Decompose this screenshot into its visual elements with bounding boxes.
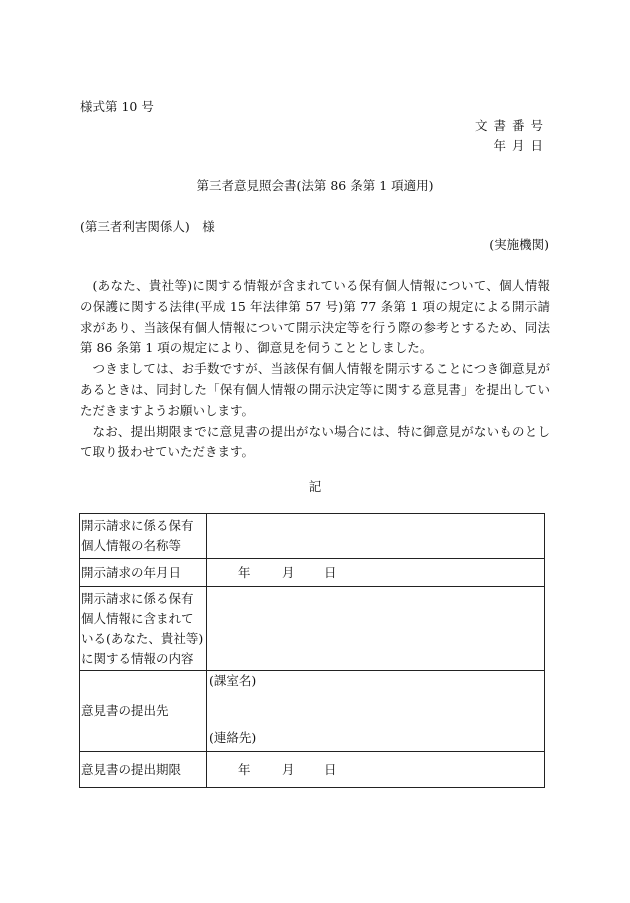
department-label: (課室名): [209, 673, 257, 688]
row-deadline-value: [207, 752, 545, 788]
request-year: 年: [238, 564, 251, 580]
body-paragraph-1: (あなた、貴社等)に関する情報が含まれている保有個人情報について、個人情報の保護に関する法律(平成 15 年法律第 57 号)第 77 条第 1 項の規定による開示請求があり、当該保有個人情報について開示決定等を行う際の参考とするため、同法第 86 条第 1 項の規定により、御意見を伺うこととしました。: [80, 278, 550, 356]
request-month: 月: [282, 564, 295, 580]
issuer: (実施機関): [489, 237, 549, 252]
row-deadline-label: 意見書の提出期限: [80, 752, 207, 788]
request-day: 日: [324, 564, 337, 580]
row-name-value: [207, 514, 545, 559]
row-date-value: [207, 559, 545, 587]
body-paragraph-2: つきましては、お手数ですが、当該保有個人情報を開示することにつき御意見があるときは、同封した「保有個人情報の開示決定等に関する意見書」を提出していただきますようお願いします。: [80, 361, 550, 418]
issue-date: 年月日: [493, 138, 549, 153]
table-row: [80, 587, 545, 671]
row-name-label: 開示請求に係る保有個人情報の名称等: [80, 514, 207, 559]
document-title: 第三者意見照会書(法第 86 条第 1 項適用): [196, 178, 434, 193]
deadline-date-fields: [208, 760, 337, 780]
row-destination-value: [207, 671, 545, 752]
body-paragraph-3: なお、提出期限までに意見書の提出がない場合には、特に御意見がないものとして取り扱わせていただきます。: [80, 423, 550, 460]
table-row: [80, 559, 545, 587]
table-row: [80, 752, 545, 788]
body-text: [80, 276, 550, 463]
row-content-label: 開示請求に係る保有個人情報に含まれている(あなた、貴社等)に関する情報の内容: [80, 587, 207, 671]
deadline-year: 年: [238, 761, 251, 777]
deadline-day: 日: [324, 761, 337, 777]
row-content-value: [207, 587, 545, 671]
table-row: [80, 671, 545, 752]
addressee: (第三者利害関係人) 様: [80, 219, 215, 234]
table-row: [80, 514, 545, 559]
request-date-fields: [208, 563, 337, 583]
ki-heading: 記: [308, 479, 322, 494]
document-number: 文書番号: [474, 118, 549, 133]
deadline-month: 月: [282, 761, 295, 777]
form-number: 様式第 10 号: [80, 99, 154, 114]
row-destination-label: 意見書の提出先: [80, 671, 207, 752]
row-date-label: 開示請求の年月日: [80, 559, 207, 587]
info-table: [79, 513, 545, 788]
contact-label: (連絡先): [209, 730, 257, 745]
